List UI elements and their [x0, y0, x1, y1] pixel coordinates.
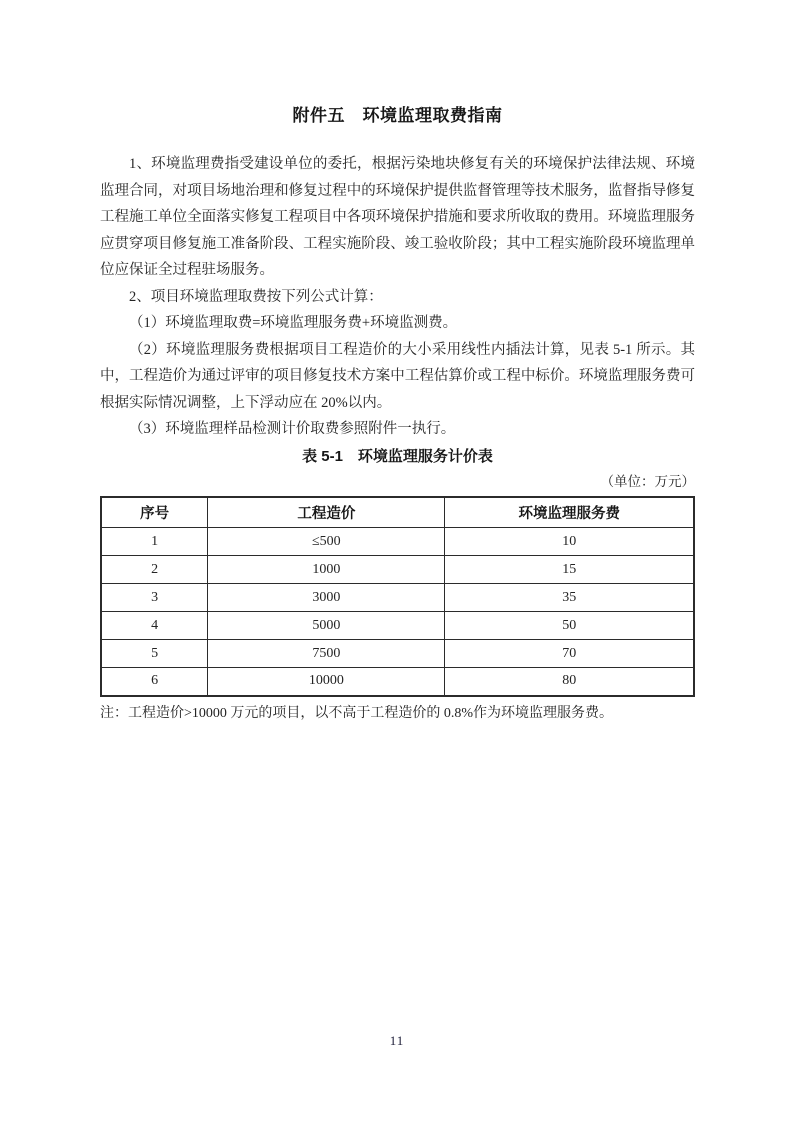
paragraph-2: 2、项目环境监理取费按下列公式计算： — [129, 288, 383, 305]
table-header-cost: 工程造价 — [208, 497, 445, 528]
paragraph-5: （3）环境监理样品检测计价取费参照附件一执行。 — [129, 421, 456, 437]
table-cell-seq: 1 — [101, 528, 208, 556]
table-cell-fee: 50 — [445, 612, 694, 640]
table-cell-seq: 2 — [101, 556, 208, 584]
table-row — [101, 640, 694, 668]
page-number: 11 — [389, 1033, 405, 1048]
table-caption: 表 5-1 环境监理服务计价表 — [302, 447, 493, 465]
paragraph-4: （2）环境监理服务费根据项目工程造价的大小采用线性内插法计算，见表 5-1 所示。其中，工程造价为通过评审的项目修复技术方案中工程估算价或工程中标价。环境监理服务费可根据实际情况调整，上下浮动应在 20%以内。 — [100, 341, 695, 411]
table-cell-fee: 35 — [445, 584, 694, 612]
table-row — [101, 528, 694, 556]
document-body — [100, 151, 695, 443]
table-row — [101, 612, 694, 640]
table-cell-cost: 7500 — [208, 640, 445, 668]
table-cell-cost: 10000 — [208, 668, 445, 696]
table-unit-label: （单位：万元） — [600, 473, 695, 489]
table-header-seq: 序号 — [101, 497, 208, 528]
table-cell-fee: 80 — [445, 668, 694, 696]
table-header-fee: 环境监理服务费 — [445, 497, 694, 528]
table-cell-seq: 3 — [101, 584, 208, 612]
document-title: 附件五 环境监理取费指南 — [292, 106, 503, 125]
table-cell-cost: 1000 — [208, 556, 445, 584]
table-cell-seq: 6 — [101, 668, 208, 696]
table-cell-cost: ≤500 — [208, 528, 445, 556]
table-cell-fee: 70 — [445, 640, 694, 668]
document-content — [100, 0, 695, 724]
table-note: 注：工程造价>10000 万元的项目，以不高于工程造价的 0.8%作为环境监理服务费。 — [100, 705, 614, 721]
table-cell-fee: 15 — [445, 556, 694, 584]
paragraph-1: 1、环境监理费指受建设单位的委托，根据污染地块修复有关的环境保护法律法规、环境监理合同，对项目场地治理和修复过程中的环境保护提供监督管理等技术服务，监督指导修复工程施工单位全面落实修复工程项目中各项环境保护措施和要求所收取的费用。环境监理服务应贯穿项目修复施工准备阶段、工程实施阶段、竣工验收阶段；其中工程实施阶段环境监理单位应保证全过程驻场服务。 — [100, 156, 695, 278]
table-row — [101, 584, 694, 612]
paragraph-3: （1）环境监理取费=环境监理服务费+环境监测费。 — [129, 315, 458, 331]
table-cell-cost: 5000 — [208, 612, 445, 640]
table-row — [101, 668, 694, 696]
table-cell-seq: 5 — [101, 640, 208, 668]
table-header-row — [101, 497, 694, 528]
fee-table — [100, 496, 695, 697]
table-cell-fee: 10 — [445, 528, 694, 556]
table-cell-seq: 4 — [101, 612, 208, 640]
table-row — [101, 556, 694, 584]
table-cell-cost: 3000 — [208, 584, 445, 612]
